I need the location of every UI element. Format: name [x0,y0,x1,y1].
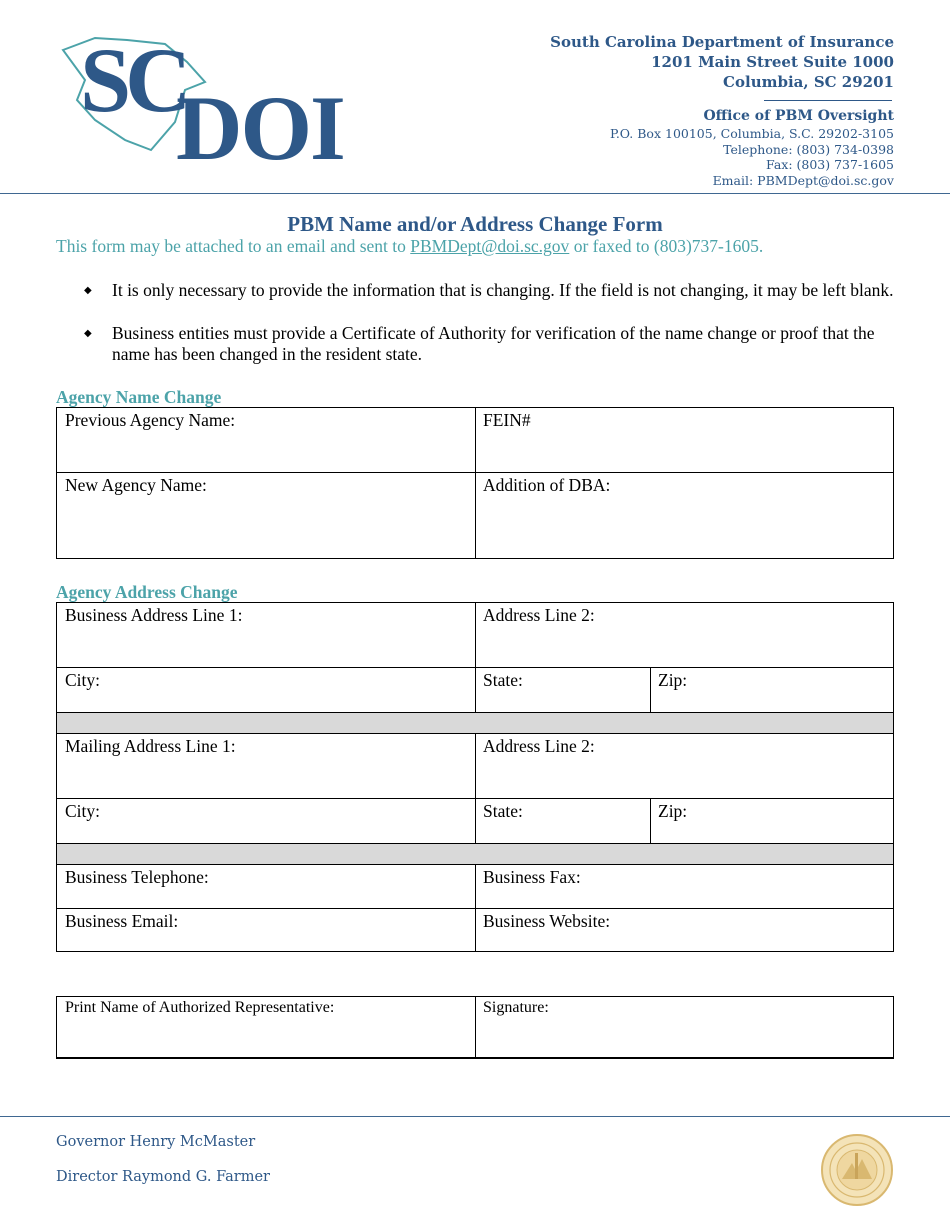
mailing-zip-field[interactable]: Zip: [658,801,688,821]
print-name-field[interactable]: Print Name of Authorized Representative: [65,999,335,1016]
name-change-table [56,407,894,559]
header-city: Columbia, SC 29201 [723,73,894,91]
form-title: PBM Name and/or Address Change Form [287,212,663,236]
instruction-bullet: ◆ It is only necessary to provide the information that is changing. If the field is not changing, it may be left blank. [84,280,894,300]
separator-bar [57,843,893,864]
business-email-field[interactable]: Business Email: [65,911,179,931]
header-rule [0,193,950,194]
email-link[interactable]: PBMDept@doi.sc.gov [410,236,570,256]
mailing-state-field[interactable]: State: [483,801,523,821]
header-email: Email: PBMDept@doi.sc.gov [712,173,894,188]
business-telephone-field[interactable]: Business Telephone: [65,867,209,887]
header-po-box: P.O. Box 100105, Columbia, S.C. 29202-3105 [609,126,894,141]
mailing-address-line2-field[interactable]: Address Line 2: [483,736,595,756]
logo-sc-text: SC [80,29,186,131]
state-seal-icon [820,1133,894,1207]
business-city-field[interactable]: City: [65,670,101,690]
header-street: 1201 Main Street Suite 1000 [651,53,894,71]
header-org: South Carolina Department of Insurance [550,33,894,51]
section-heading-name-change: Agency Name Change [56,387,222,407]
address-change-table [56,602,894,952]
fein-field[interactable]: FEIN# [483,410,531,430]
dba-field[interactable]: Addition of DBA: [483,475,611,495]
bullet-icon: ◆ [84,285,92,296]
form-subtitle: This form may be attached to an email and sent to PBMDept@doi.sc.gov or faxed to (803)737-1605. [56,236,764,256]
business-website-field[interactable]: Business Website: [483,911,611,931]
footer-director: Director Raymond G. Farmer [56,1169,270,1185]
signature-table [56,996,894,1059]
header-fax: Fax: (803) 737-1605 [766,157,894,172]
footer-rule [0,1116,950,1117]
footer-governor: Governor Henry McMaster [56,1134,256,1150]
separator-bar [57,712,893,733]
header-divider [764,100,892,101]
mailing-city-field[interactable]: City: [65,801,101,821]
previous-agency-name-field[interactable]: Previous Agency Name: [65,410,236,430]
bullet-icon: ◆ [84,328,92,339]
business-address-line1-field[interactable]: Business Address Line 1: [65,605,243,625]
business-address-line2-field[interactable]: Address Line 2: [483,605,595,625]
instruction-bullet: ◆ Business entities must provide a Certificate of Authority for verification of the name change or proof that the name has been changed in the resident state. [84,323,875,364]
business-fax-field[interactable]: Business Fax: [483,867,581,887]
header-telephone: Telephone: (803) 734-0398 [723,142,894,157]
section-heading-address-change: Agency Address Change [56,582,238,602]
signature-field[interactable]: Signature: [483,999,549,1016]
business-state-field[interactable]: State: [483,670,523,690]
header-office: Office of PBM Oversight [703,108,894,124]
business-zip-field[interactable]: Zip: [658,670,688,690]
mailing-address-line1-field[interactable]: Mailing Address Line 1: [65,736,236,756]
new-agency-name-field[interactable]: New Agency Name: [65,475,207,495]
logo-doi-text: DOI [176,77,344,179]
